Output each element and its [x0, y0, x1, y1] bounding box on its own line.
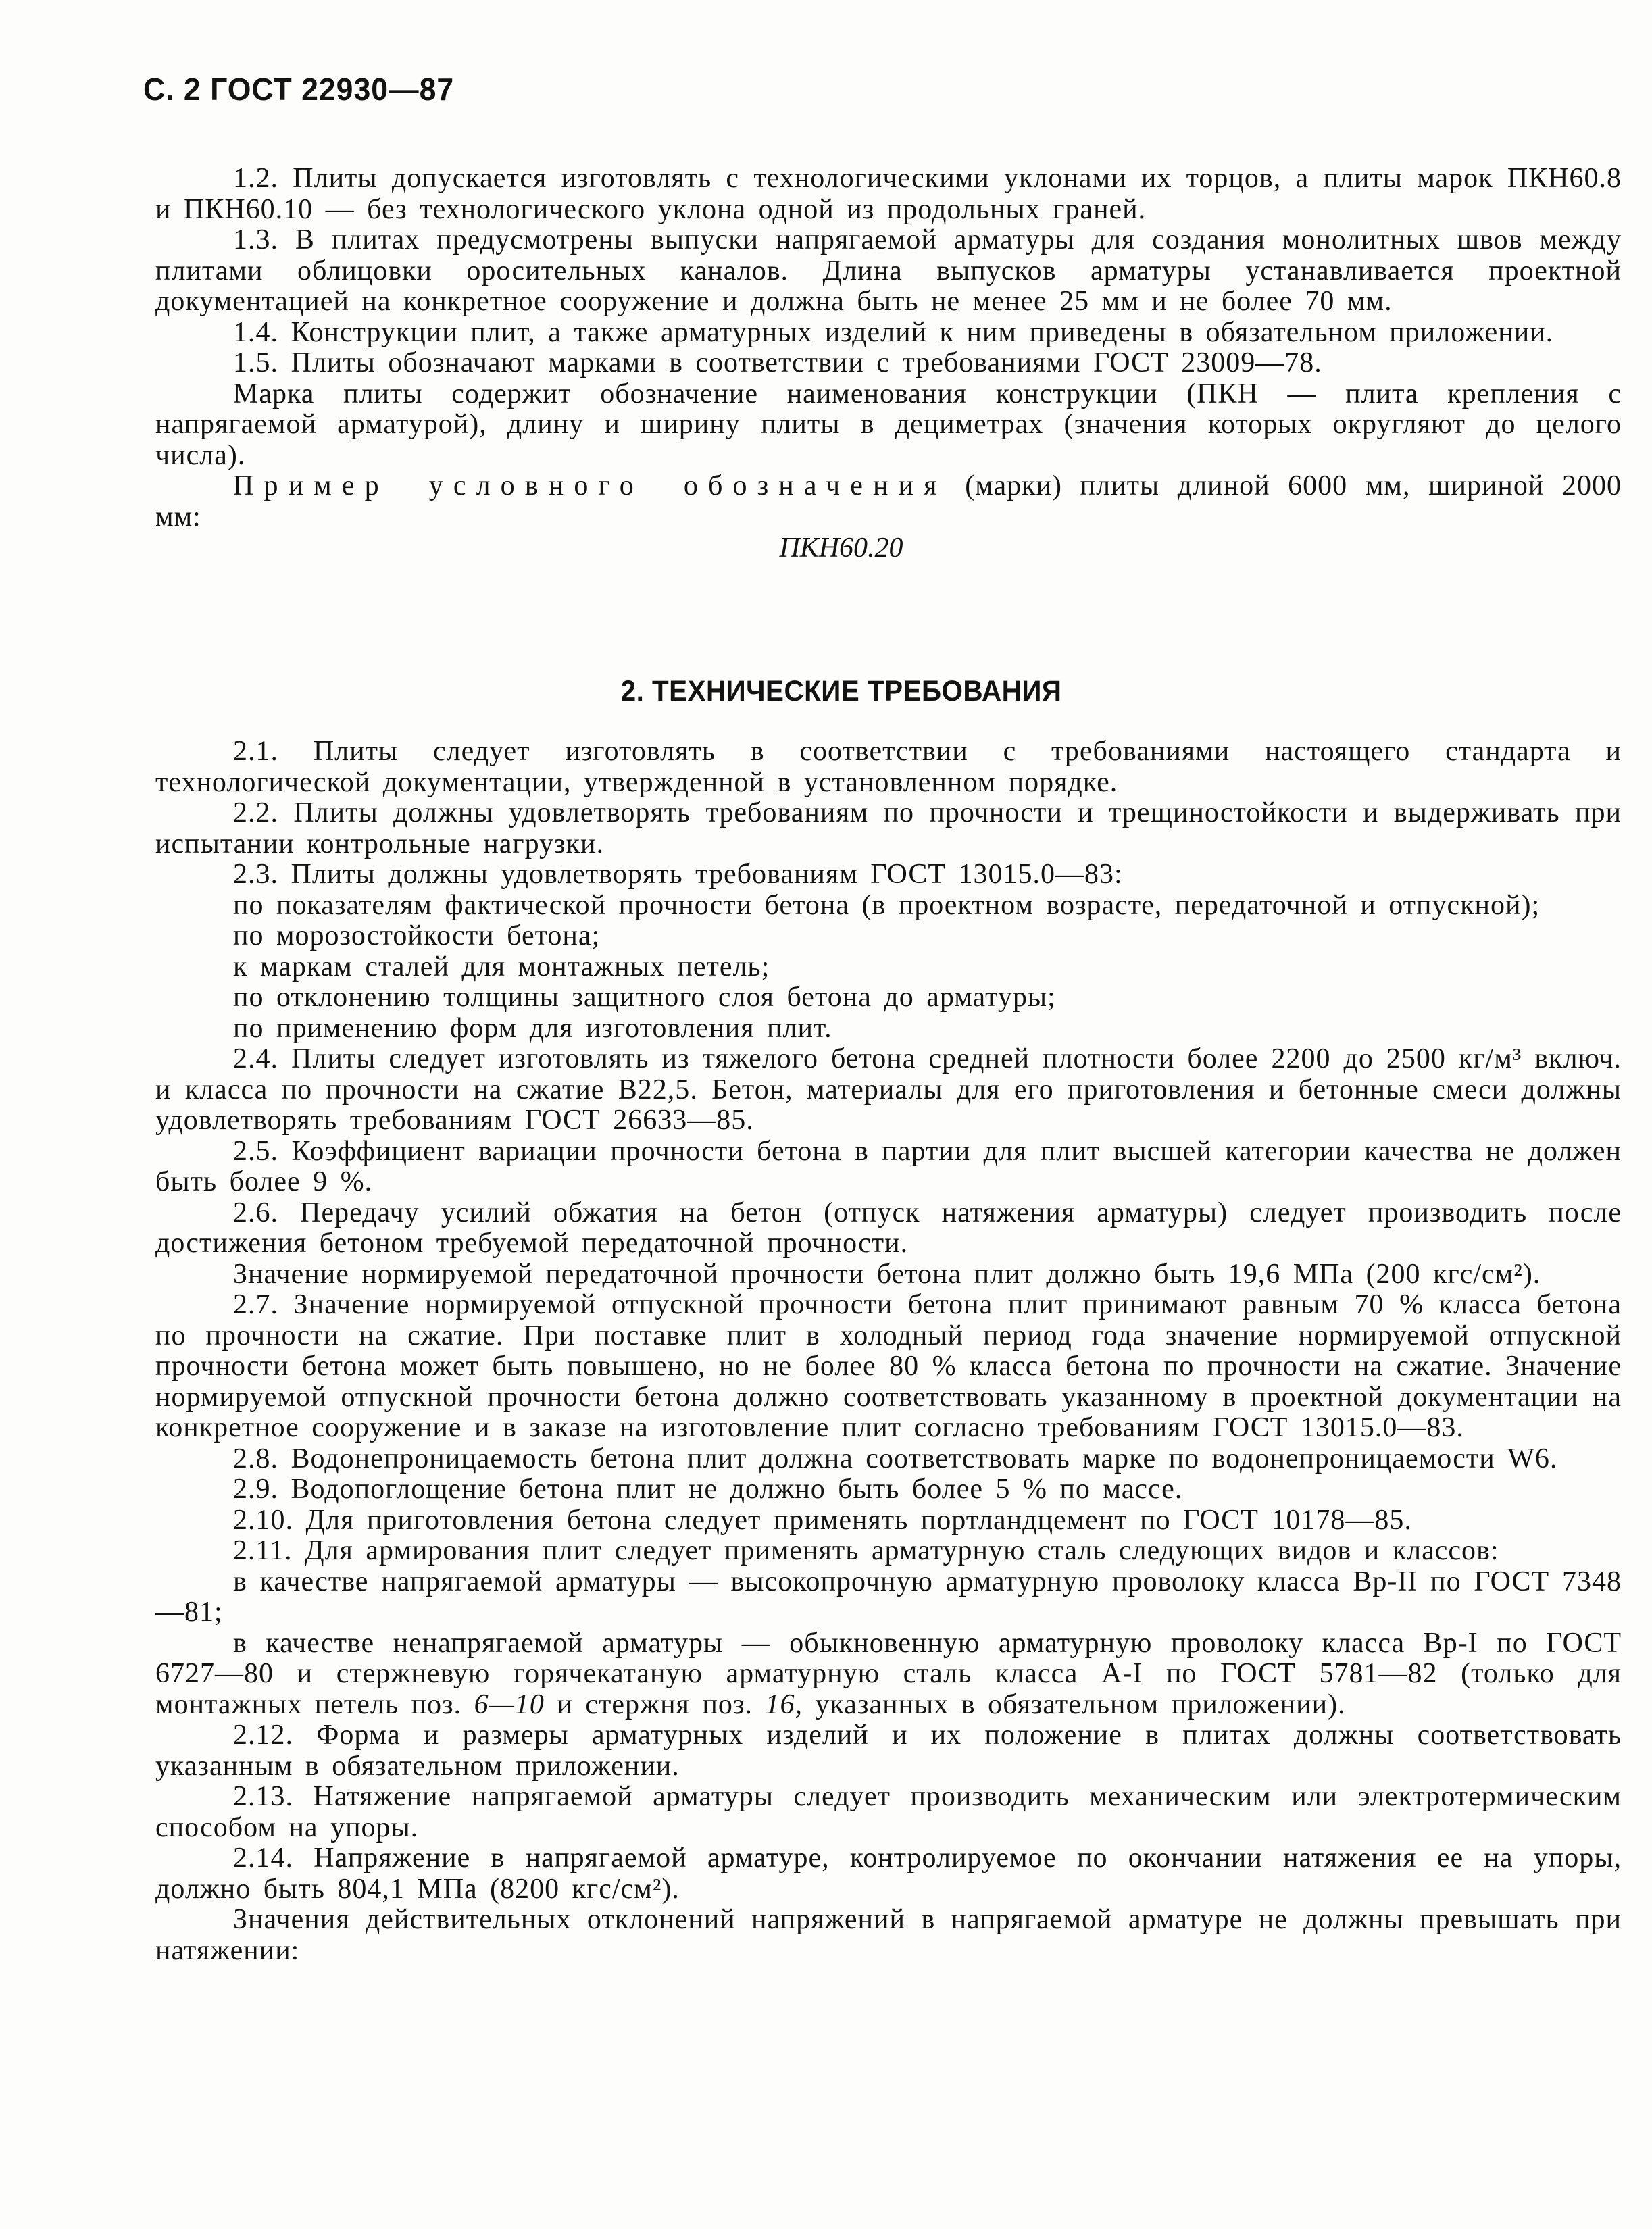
- page-header: С. 2 ГОСТ 22930—87: [143, 72, 455, 107]
- text-run: и стержня поз.: [544, 1688, 766, 1720]
- paragraph: 2.7. Значение нормируемой отпускной прочности бетона плит принимают равным 70 % класса бетона по прочности на сжатие. При поставке плит в холодный период года значение нормируемой отпускной прочности бетона может быть повышено, но не более 80 % класса бетона по прочности на сжатие. Значение нормируемой отпускной прочности бетона должно соответствовать указанному в проектной документации на конкретное сооружение и в заказе на изготовление плит согласно требованиям ГОСТ 13015.0—83.: [155, 1289, 1622, 1443]
- paragraph: Значения действительных отклонений напряжений в напрягаемой арматуре не должны превышать при натяжении:: [155, 1904, 1622, 1966]
- paragraph: 2.13. Натяжение напрягаемой арматуры следует производить механическим или электротермическим способом на упоры.: [155, 1781, 1622, 1843]
- italic-run: 16: [765, 1688, 795, 1720]
- paragraph: 2.6. Передачу усилий обжатия на бетон (отпуск натяжения арматуры) следует производить после достижения бетоном требуемой передаточной прочности.: [155, 1197, 1622, 1259]
- paragraph: 2.4. Плиты следует изготовлять из тяжелого бетона средней плотности более 2200 до 2500 кг/м³ включ. и класса по прочности на сжатие В22,5. Бетон, материалы для его приготовления и бетонные смеси должны удовлетворять требованиям ГОСТ 26633—85.: [155, 1043, 1622, 1136]
- mark-designation-example: ПКН60.20: [779, 532, 903, 563]
- paragraph: Марка плиты содержит обозначение наименования конструкции (ПКН — плита крепления с напрягаемой арматурой), длину и ширину плиты в дециметрах (значения которых округляют до целого числа).: [155, 378, 1622, 471]
- letterspaced-run: Пример условного обозначения: [233, 470, 947, 501]
- paragraph: 1.4. Конструкции плит, а также арматурных изделий к ним приведены в обязательном приложении.: [233, 316, 1554, 348]
- paragraph: по показателям фактической прочности бетона (в проектном возрасте, передаточной и отпускной);: [233, 889, 1541, 921]
- paragraph: 1.5. Плиты обозначают марками в соответствии с требованиями ГОСТ 23009—78.: [233, 347, 1322, 378]
- paragraph: по отклонению толщины защитного слоя бетона до арматуры;: [233, 982, 1056, 1013]
- paragraph: 2.5. Коэффициент вариации прочности бетона в партии для плит высшей категории качества не должен быть более 9 %.: [155, 1135, 1622, 1197]
- paragraph: 2.1. Плиты следует изготовлять в соответствии с требованиями настоящего стандарта и технологической документации, утвержденной в установленном порядке.: [155, 736, 1622, 798]
- paragraph: в качестве напрягаемой арматуры — высокопрочную арматурную проволоку класса Вр-II по ГОСТ 7348—81;: [155, 1566, 1622, 1628]
- text-run: (марки) плиты длиной 6000 мм, шириной 2000 мм:: [155, 470, 1622, 532]
- document-body: [155, 164, 1622, 1966]
- paragraph: по применению форм для изготовления плит.: [233, 1012, 832, 1044]
- paragraph: к маркам сталей для монтажных петель;: [233, 951, 770, 982]
- paragraph: 2.3. Плиты должны удовлетворять требованиям ГОСТ 13015.0—83:: [233, 859, 1123, 890]
- text-run: в качестве ненапрягаемой арматуры — обыкновенную арматурную проволоку класса Вр-I по ГОСТ 6727—80 и стержневую горячекатаную арматурную сталь класса А-I по ГОСТ 5781—82 (только для монтажных петель поз.: [155, 1627, 1622, 1720]
- paragraph: 2.12. Форма и размеры арматурных изделий и их положение в плитах должны соответствовать указанным в обязательном приложении.: [155, 1720, 1622, 1782]
- paragraph: 2.8. Водонепроницаемость бетона плит должна соответствовать марке по водонепроницаемости W6.: [233, 1443, 1558, 1474]
- italic-run: 6—10: [474, 1688, 545, 1720]
- section-heading: 2. ТЕХНИЧЕСКИЕ ТРЕБОВАНИЯ: [620, 675, 1062, 707]
- paragraph: 2.2. Плиты должны удовлетворять требованиям по прочности и трещиностойкости и выдерживать при испытании контрольные нагрузки.: [155, 797, 1622, 859]
- paragraph: 2.14. Напряжение в напрягаемой арматуре, контролируемое по окончании натяжения ее на упоры, должно быть 804,1 МПа (8200 кгс/см²).: [155, 1843, 1622, 1905]
- example-designation-line: [155, 471, 1622, 532]
- paragraph: 1.3. В плитах предусмотрены выпуски напрягаемой арматуры для создания монолитных швов между плитами облицовки оросительных каналов. Длина выпусков арматуры устанавливается проектной документацией на конкретное сооружение и должна быть не менее 25 мм и не более 70 мм.: [155, 224, 1622, 317]
- paragraph: Значение нормируемой передаточной прочности бетона плит должно быть 19,6 МПа (200 кгс/см²).: [233, 1258, 1541, 1290]
- paragraph: по морозостойкости бетона;: [233, 920, 601, 951]
- paragraph: [155, 1628, 1622, 1721]
- paragraph: 1.2. Плиты допускается изготовлять с технологическими уклонами их торцов, а плиты марок ПКН60.8 и ПКН60.10 — без технологического уклона одной из продольных граней.: [155, 163, 1622, 225]
- paragraph: 2.11. Для армирования плит следует применять арматурную сталь следующих видов и классов:: [233, 1535, 1499, 1566]
- paragraph: 2.10. Для приготовления бетона следует применять портландцемент по ГОСТ 10178—85.: [233, 1504, 1412, 1536]
- text-run: , указанных в обязательном приложении).: [795, 1688, 1346, 1720]
- paragraph: 2.9. Водопоглощение бетона плит не должно быть более 5 % по массе.: [233, 1474, 1183, 1505]
